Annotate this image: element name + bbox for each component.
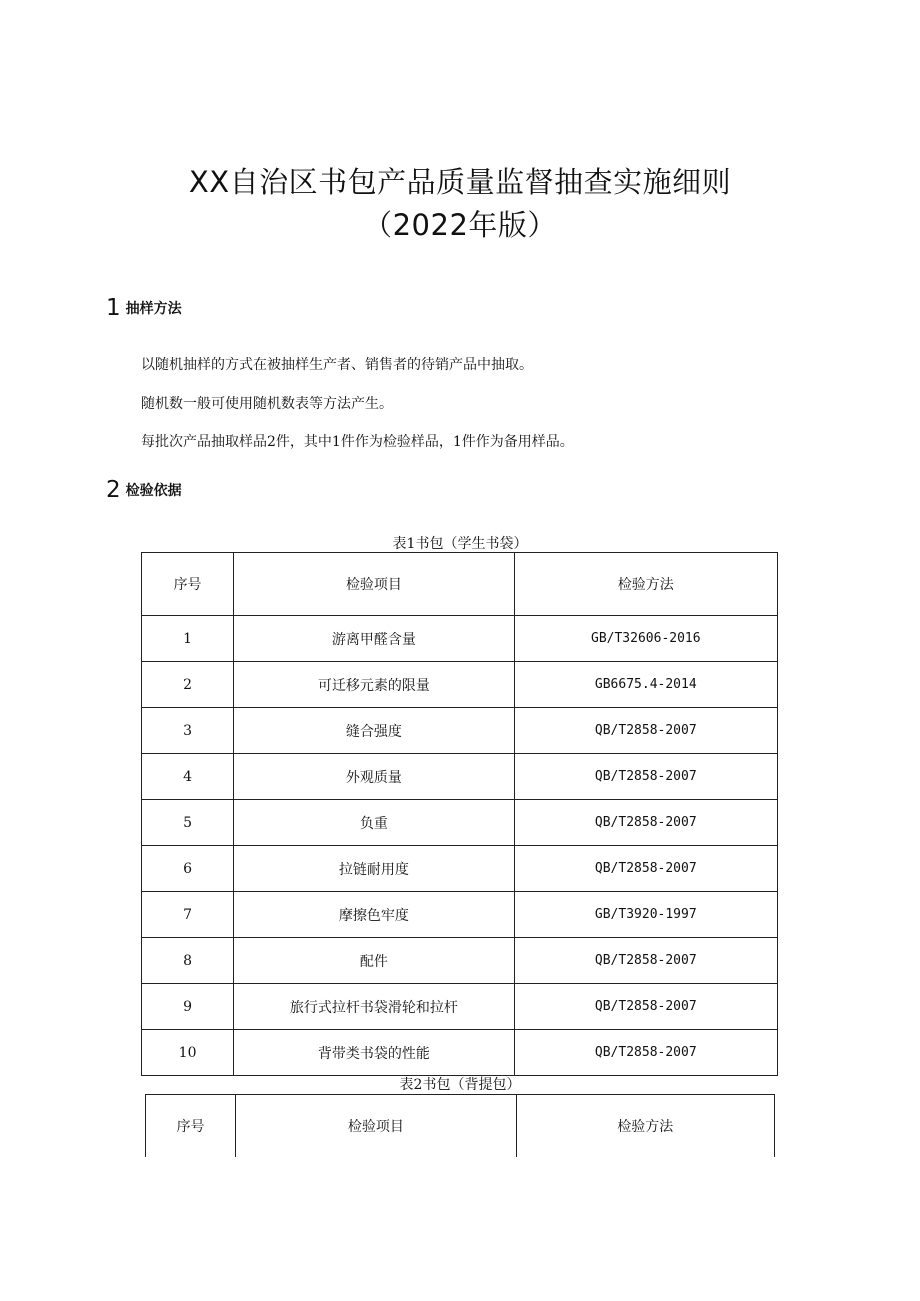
- section-label: 抽样方法: [125, 301, 182, 317]
- paragraph: 以随机抽样的方式在被抽样生产者、销售者的待销产品中抽取。: [141, 357, 533, 373]
- table-cell: 5: [142, 800, 234, 846]
- table-cell: 4: [142, 754, 234, 800]
- inspection-table-backpack: [145, 1094, 775, 1157]
- table-caption: 表2书包（背提包）: [399, 1077, 521, 1093]
- table-cell: 游离甲醛含量: [234, 616, 514, 662]
- table-row: [142, 1030, 778, 1076]
- header-cell: 检验项目: [234, 553, 514, 616]
- table-row: [142, 754, 778, 800]
- table-cell: 8: [142, 938, 234, 984]
- table-row: [142, 616, 778, 662]
- table-row: [142, 708, 778, 754]
- table-row: [142, 892, 778, 938]
- table-row: [142, 662, 778, 708]
- table-cell: QB/T2858-2007: [514, 1030, 777, 1076]
- table-cell: 负重: [234, 800, 514, 846]
- section-heading-basis: [106, 477, 182, 503]
- document-title: XX自治区书包产品质量监督抽查实施细则: [188, 165, 732, 199]
- table-row: [142, 984, 778, 1030]
- table-row: [142, 846, 778, 892]
- table-cell: 6: [142, 846, 234, 892]
- table-caption: 表1书包（学生书袋）: [392, 536, 528, 552]
- table-cell: 2: [142, 662, 234, 708]
- table-cell: 旅行式拉杆书袋滑轮和拉杆: [234, 984, 514, 1030]
- header-cell: 序号: [142, 553, 234, 616]
- table-row: [142, 800, 778, 846]
- table-cell: GB/T3920-1997: [514, 892, 777, 938]
- section-label: 检验依据: [125, 483, 182, 499]
- header-cell: 检验项目: [236, 1095, 516, 1158]
- table-cell: 可迁移元素的限量: [234, 662, 514, 708]
- section-number: 1: [106, 295, 121, 321]
- table-cell: 10: [142, 1030, 234, 1076]
- table-cell: QB/T2858-2007: [514, 754, 777, 800]
- table-cell: QB/T2858-2007: [514, 846, 777, 892]
- table-header-row: [142, 553, 778, 616]
- table-cell: GB/T32606-2016: [514, 616, 777, 662]
- table-header-row: [146, 1095, 775, 1158]
- table-cell: 配件: [234, 938, 514, 984]
- section-number: 2: [106, 477, 121, 503]
- table-cell: 9: [142, 984, 234, 1030]
- table-cell: 1: [142, 616, 234, 662]
- table-cell: QB/T2858-2007: [514, 800, 777, 846]
- section-heading-sampling: [106, 295, 182, 321]
- table-cell: 外观质量: [234, 754, 514, 800]
- document-subtitle: （2022年版）: [363, 208, 557, 242]
- header-cell: 检验方法: [514, 553, 777, 616]
- header-cell: 序号: [146, 1095, 236, 1158]
- table-cell: 背带类书袋的性能: [234, 1030, 514, 1076]
- table-cell: QB/T2858-2007: [514, 984, 777, 1030]
- table-cell: 缝合强度: [234, 708, 514, 754]
- table-cell: QB/T2858-2007: [514, 938, 777, 984]
- inspection-table-student-bag: [141, 552, 778, 1076]
- table-cell: 3: [142, 708, 234, 754]
- table-row: [142, 938, 778, 984]
- table-cell: QB/T2858-2007: [514, 708, 777, 754]
- paragraph: 随机数一般可使用随机数表等方法产生。: [141, 396, 393, 412]
- table-cell: 拉链耐用度: [234, 846, 514, 892]
- table-cell: GB6675.4-2014: [514, 662, 777, 708]
- paragraph: 每批次产品抽取样品2件，其中1件作为检验样品，1件作为备用样品。: [141, 434, 574, 450]
- table-cell: 摩擦色牢度: [234, 892, 514, 938]
- header-cell: 检验方法: [516, 1095, 774, 1158]
- table-cell: 7: [142, 892, 234, 938]
